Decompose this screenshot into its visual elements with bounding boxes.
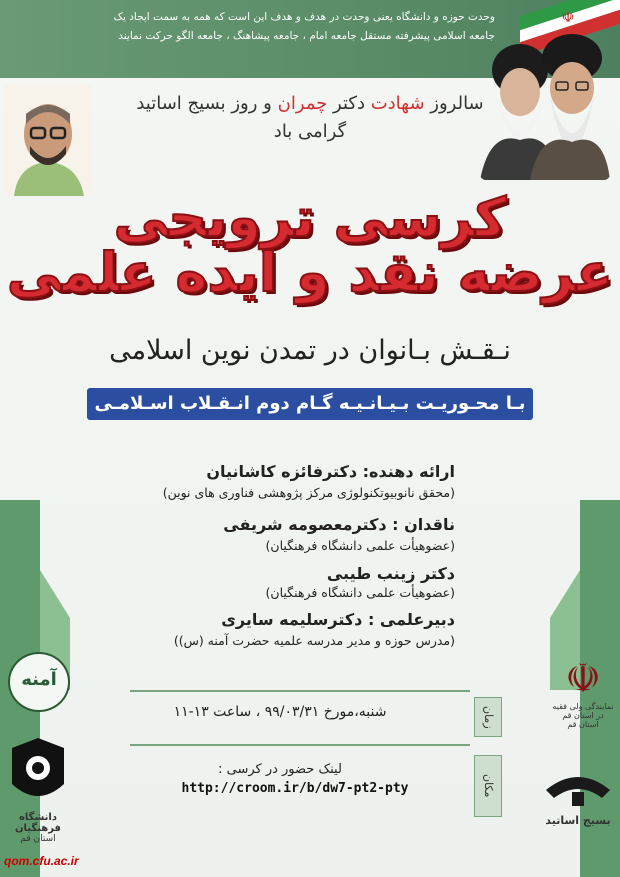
time-value: شنبه،مورخ ۹۹/۰۳/۳۱ ، ساعت ۱۳-۱۱ bbox=[173, 704, 387, 720]
occasion-name: چمران bbox=[277, 93, 328, 114]
footer-website[interactable]: qom.cfu.ac.ir bbox=[4, 854, 79, 868]
occasion-suffix: و روز بسیج اساتید bbox=[136, 93, 272, 114]
emblem-icon: ☫ bbox=[565, 656, 601, 702]
speaker-affiliation: (عضوهیأت علمی دانشگاه فرهنگیان) bbox=[265, 585, 455, 600]
topic-heading: نـقـش بـانوان در تمدن نوین اسلامی bbox=[109, 335, 511, 366]
representative-name: نمایندگی ولی فقیه در استان قم bbox=[552, 702, 614, 720]
occasion-line1 bbox=[100, 90, 520, 118]
speaker-presenter bbox=[95, 462, 455, 500]
portrait-chamran bbox=[4, 84, 92, 196]
speaker-name: ارائه دهنده: دکترفائزه کاشانیان bbox=[206, 462, 455, 481]
representative-logo bbox=[548, 656, 618, 746]
title-line1: کرسی ترویجی bbox=[113, 186, 507, 249]
occasion-prefix: سالروز bbox=[430, 93, 484, 114]
representative-sub: استان قم bbox=[567, 720, 599, 729]
speaker-critic1 bbox=[95, 515, 455, 553]
speaker-affiliation: (عضوهیأت علمی دانشگاه فرهنگیان) bbox=[265, 538, 455, 553]
amineh-logo-text: آمنه bbox=[21, 669, 57, 690]
header-quote bbox=[15, 8, 495, 46]
theme-banner bbox=[87, 388, 533, 420]
university-name: دانشگاه فرهنگیان bbox=[15, 812, 61, 834]
speaker-name: ناقدان : دکترمعصومه شریفی bbox=[223, 515, 455, 534]
header-quote-line2: جامعه اسلامی پیشرفته مستقل جامعه امام ، جامعه پیشاهنگ ، جامعه الگو حرکت نمایند bbox=[118, 30, 495, 42]
basij-logo bbox=[542, 770, 614, 840]
theme-banner-text: بـا محـوریـت بـیـانـیـه گـام دوم انـقـلاب اسـلامـی bbox=[94, 393, 526, 414]
speaker-name: دکتر زینب طیبی bbox=[326, 564, 455, 583]
farhangian-university-logo bbox=[6, 738, 70, 844]
link-label: لینک حضور در کرسی : bbox=[218, 762, 342, 777]
speaker-affiliation: (مدرس حوزه و مدیر مدرسه علمیه حضرت آمنه (س)) bbox=[173, 633, 455, 648]
speaker-critic2 bbox=[95, 564, 455, 600]
meeting-link[interactable]: http://croom.ir/b/dw7-pt2-pty bbox=[181, 781, 409, 796]
occasion-line2: گرامی باد bbox=[273, 121, 347, 142]
speaker-name: دبیرعلمی : دکترسلیمه سایری bbox=[221, 610, 455, 629]
amineh-logo bbox=[8, 652, 70, 712]
time-label: زمان bbox=[474, 697, 502, 737]
occasion-text bbox=[100, 90, 520, 146]
place-label: مکان bbox=[474, 755, 502, 817]
header-quote-line1: وحدت حوزه و دانشگاه یعنی وحدت در هدف و هدف این است که همه به سمت ایجاد یک bbox=[113, 11, 495, 23]
title-line2: عرضه نقد و ایده علمی bbox=[6, 241, 614, 304]
emblem-icon: ☫ bbox=[561, 10, 575, 26]
basij-name: بسیج اساتید bbox=[545, 814, 611, 827]
speaker-secretary bbox=[95, 610, 455, 648]
university-sub: استان قم bbox=[20, 834, 56, 844]
speaker-affiliation: (محقق نانوبیوتکنولوژی مرکز پژوهشی فناوری های نوین) bbox=[162, 485, 455, 500]
occasion-doctor: دکتر bbox=[333, 93, 365, 114]
occasion-martyrdom: شهادت bbox=[370, 93, 425, 114]
